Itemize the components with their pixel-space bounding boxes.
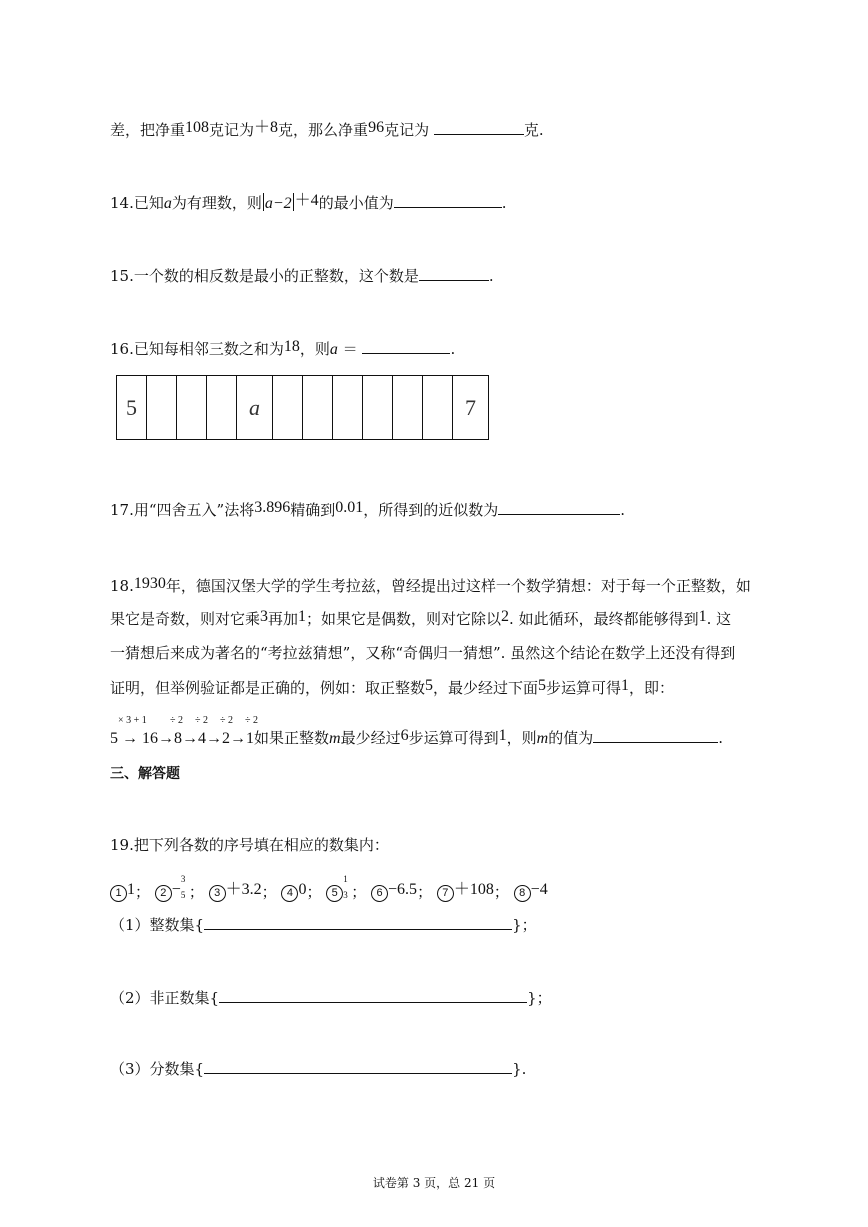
seq-cell	[177, 376, 207, 439]
q15-line: 15.一个数的相反数是最小的正整数，这个数是 .	[110, 267, 494, 285]
q16-answer-blank[interactable]	[362, 339, 450, 354]
q19-integer-set: （1）整数集{ }；	[110, 916, 537, 934]
q18-line-4: 证明，但举例验证都是正确的，例如：取正整数5，最少经过下面5步运算可得1，即：	[110, 677, 675, 697]
number-sequence-table	[116, 375, 489, 440]
q17-answer-blank[interactable]	[498, 500, 620, 515]
q13-answer-blank[interactable]	[434, 120, 524, 135]
q14-line: 14.已知a为有理数，则 a−2 ＋4的最小值为 .	[110, 192, 507, 212]
seq-cell	[147, 376, 177, 439]
q18-line-1: 18.1930年，德国汉堡大学的学生考拉兹，曾经提出过这样一个数学猜想：对于每一个正整数，如	[110, 575, 751, 595]
q19-fraction-set: （3）分数集{ }.	[110, 1060, 527, 1078]
op-label: ÷ 2	[195, 715, 208, 726]
seq-cell: 7	[465, 394, 476, 420]
op-label: ÷ 2	[170, 715, 183, 726]
q19-title: 19.把下列各数的序号填在相应的数集内：	[110, 836, 389, 854]
fraction-set-blank[interactable]	[204, 1059, 512, 1074]
q19-nonpositive-set: （2）非正数集{ }；	[110, 989, 552, 1007]
seq-cell: a	[237, 376, 273, 439]
seq-cell	[333, 376, 363, 439]
q18-line-5: 5 → 16→8→4→2→1如果正整数m最少经过6步运算可得到1，则m的值为 .	[110, 727, 723, 747]
seq-cell	[273, 376, 303, 439]
op-label: × 3 + 1	[118, 715, 147, 726]
seq-cell	[423, 376, 453, 439]
seq-cell	[303, 376, 333, 439]
q15-answer-blank[interactable]	[419, 266, 489, 281]
page-footer: 试卷第 3 页，总 21 页	[372, 1176, 496, 1190]
q17-line: 17.用“四舍五入”法将3.896精确到0.01，所得到的近似数为 .	[110, 499, 626, 519]
seq-cell: 5	[117, 376, 147, 439]
integer-set-blank[interactable]	[204, 915, 512, 930]
seq-cell	[207, 376, 237, 439]
op-label: ÷ 2	[220, 715, 233, 726]
seq-cell	[393, 376, 423, 439]
q18-line-3: 一猜想后来成为著名的“考拉兹猜想”，又称“奇偶归一猜想”. 虽然这个结论在数学上还没有得到	[110, 644, 736, 662]
q19-items: 1 1； 2 − 3 5 ； 3 ＋3.2； 4 0； 5 1 3 ； 6 −6.5； 7 ＋108； 8 −4	[110, 881, 548, 903]
nonpositive-set-blank[interactable]	[219, 988, 527, 1003]
section-heading: 三、解答题	[110, 766, 180, 782]
q18-answer-blank[interactable]	[593, 728, 718, 743]
q16-line: 16.已知每相邻三数之和为18，则a ＝ .	[110, 338, 456, 358]
op-label: ÷ 2	[245, 715, 258, 726]
q13-line: 差，把净重108克记为＋8克，那么净重96克记为 克.	[110, 119, 544, 139]
seq-cell	[363, 376, 393, 439]
q14-answer-blank[interactable]	[394, 193, 502, 208]
q18-line-2: 果它是奇数，则对它乘3再加1；如果它是偶数，则对它除以2. 如此循环，最终都能够得到1. 这	[110, 608, 732, 628]
